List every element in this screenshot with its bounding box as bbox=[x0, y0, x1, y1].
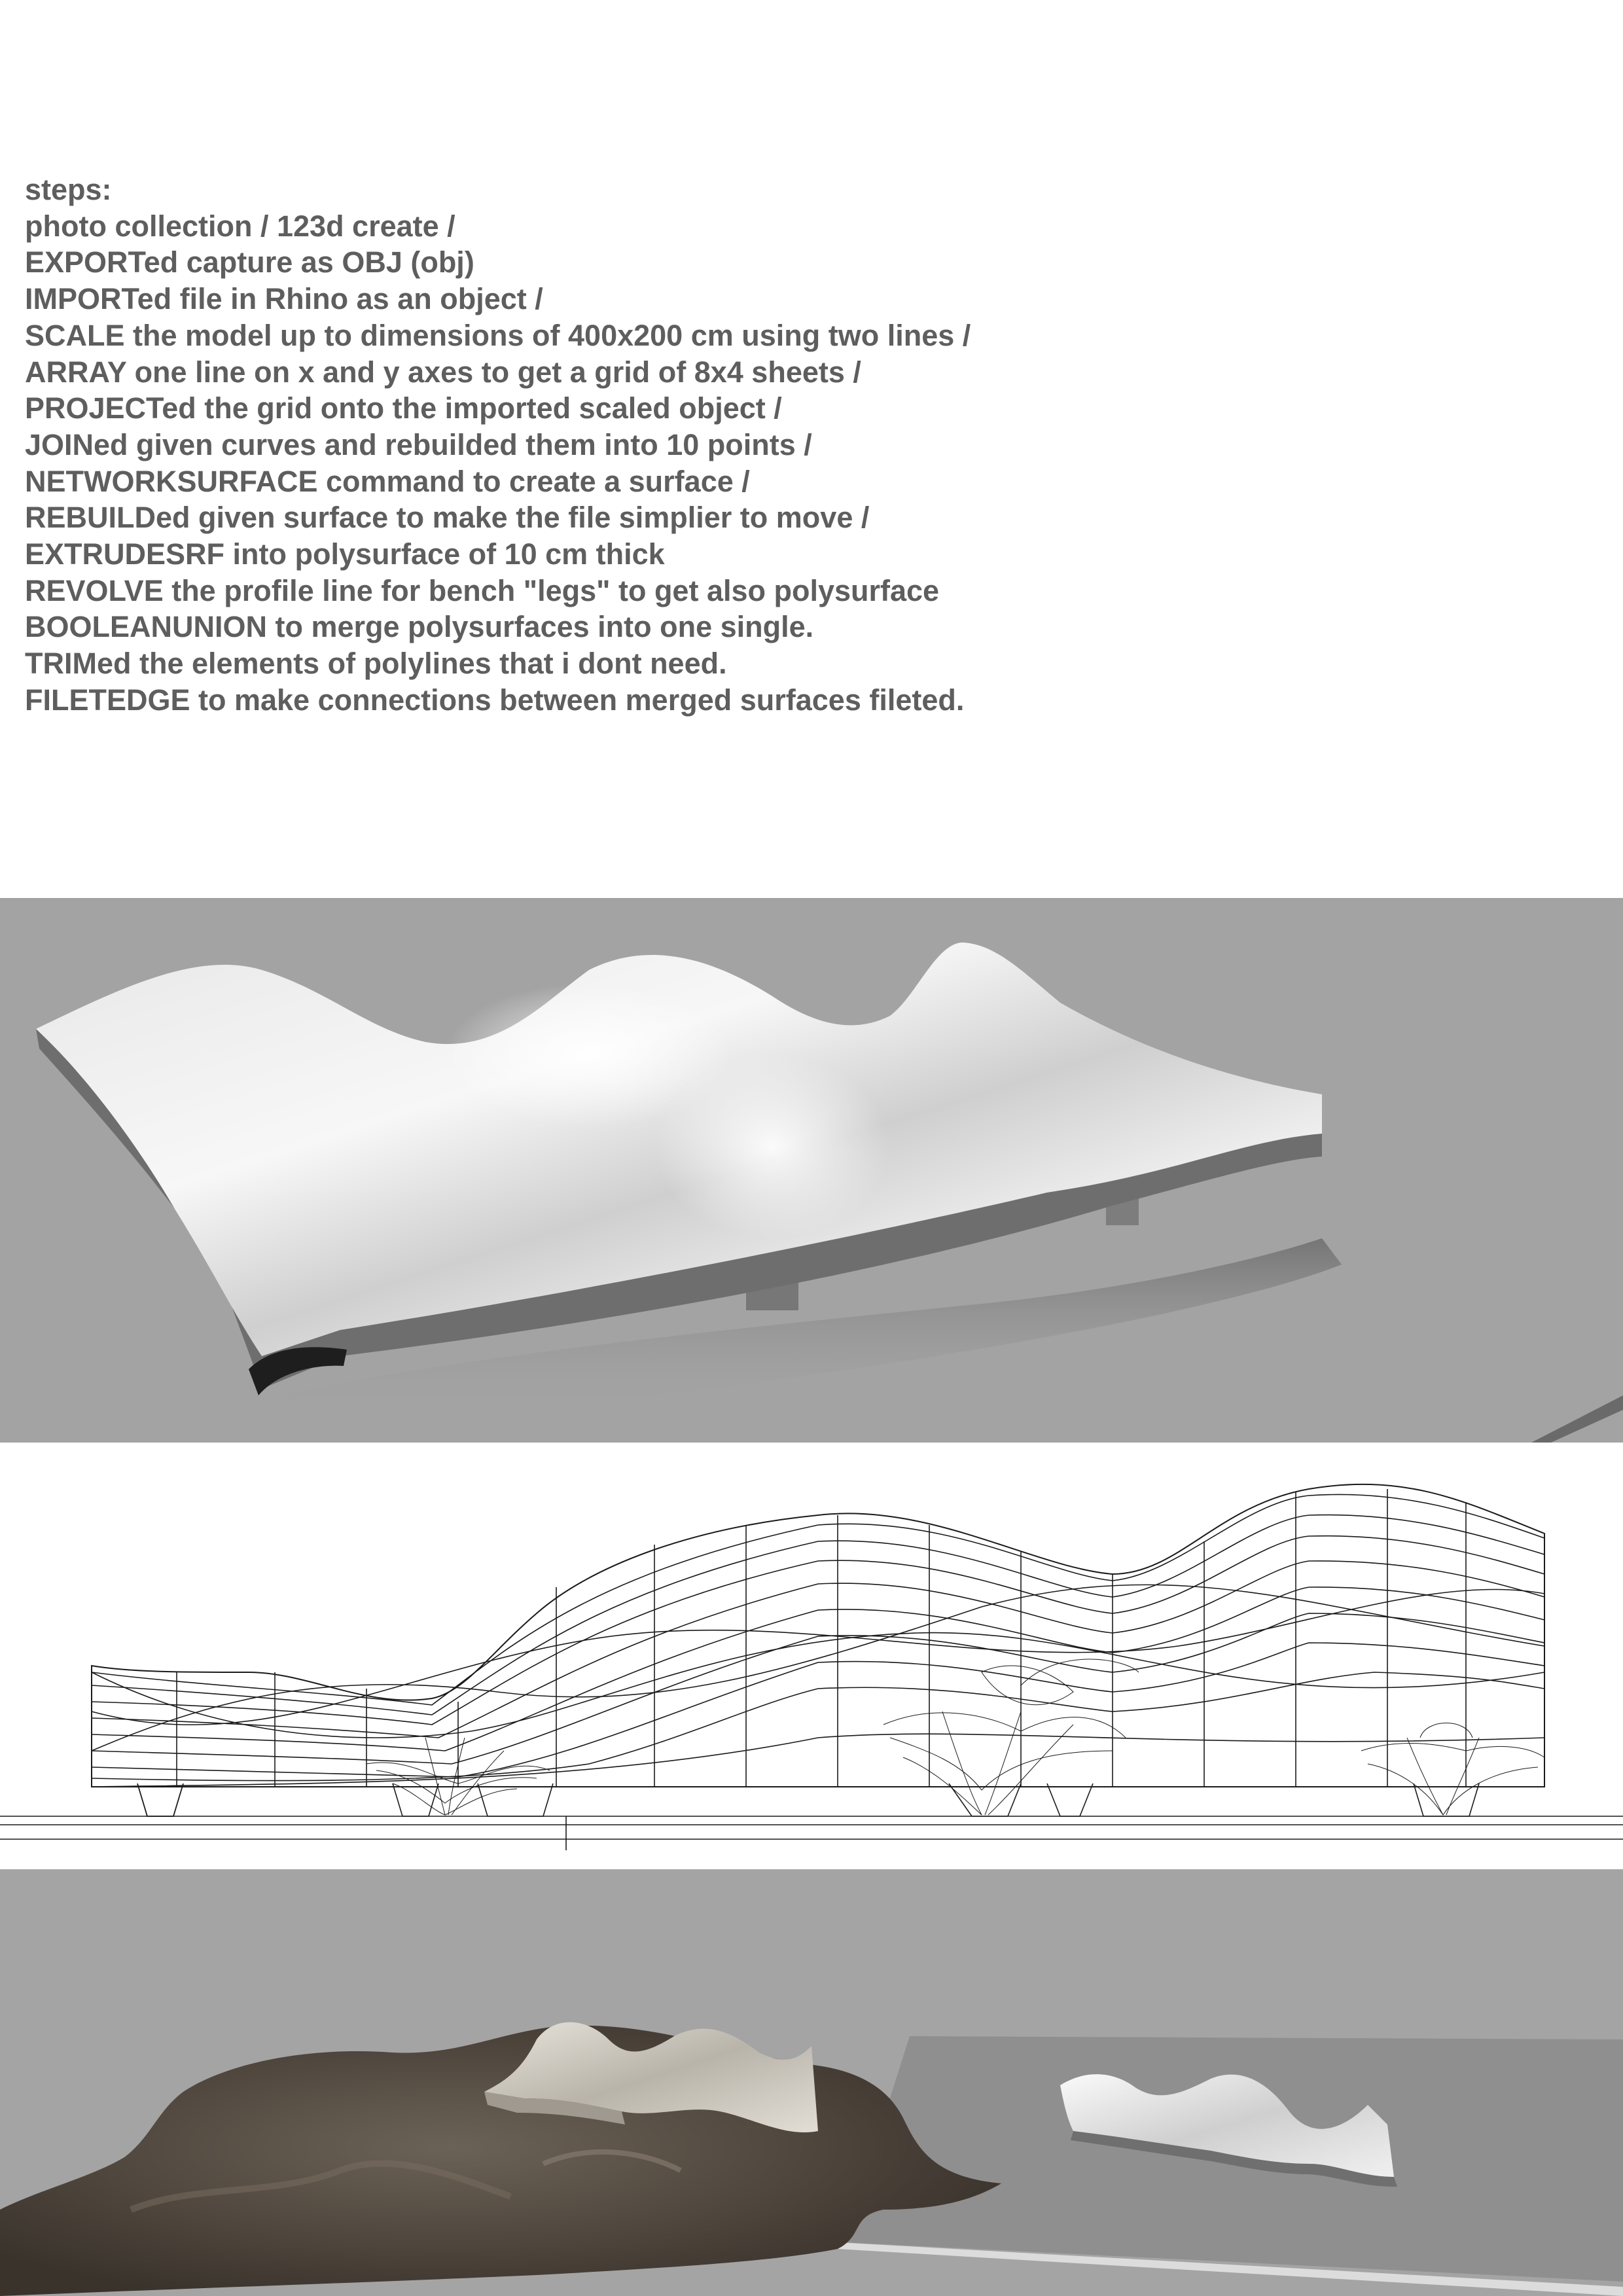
step-line: PROJECTed the grid onto the imported scaled object / bbox=[25, 391, 782, 425]
step-line: REVOLVE the profile line for bench "legs" to get also polysurface bbox=[25, 573, 940, 607]
step-line: IMPORTed file in Rhino as an object / bbox=[25, 282, 543, 316]
step-line: JOINed given curves and rebuilded them into 10 points / bbox=[25, 427, 812, 461]
step-line: NETWORKSURFACE command to create a surface / bbox=[25, 464, 750, 498]
step-line: BOOLEANUNION to merge polysurfaces into one single. bbox=[25, 610, 814, 644]
step-line: TRIMed the elements of polylines that i dont need. bbox=[25, 647, 727, 681]
steps-text-block bbox=[25, 171, 1582, 719]
step-line: REBUILDed given surface to make the file simplier to move / bbox=[25, 501, 870, 535]
wireframe-elevation-drawing bbox=[0, 1476, 1623, 1856]
step-line: ARRAY one line on x and y axes to get a grid of 8x4 sheets / bbox=[25, 355, 861, 389]
step-line: EXPORTed capture as OBJ (obj) bbox=[25, 245, 474, 279]
step-line: FILETEDGE to make connections between merged surfaces fileted. bbox=[25, 683, 965, 717]
rendered-bench-image bbox=[0, 898, 1623, 1443]
step-line: EXTRUDESRF into polysurface of 10 cm thick bbox=[25, 537, 665, 571]
photo-scan-comparison-image bbox=[0, 1869, 1623, 2296]
step-line: SCALE the model up to dimensions of 400x200 cm using two lines / bbox=[25, 318, 971, 352]
step-line: photo collection / 123d create / bbox=[25, 209, 455, 243]
steps-heading: steps: bbox=[25, 173, 112, 206]
